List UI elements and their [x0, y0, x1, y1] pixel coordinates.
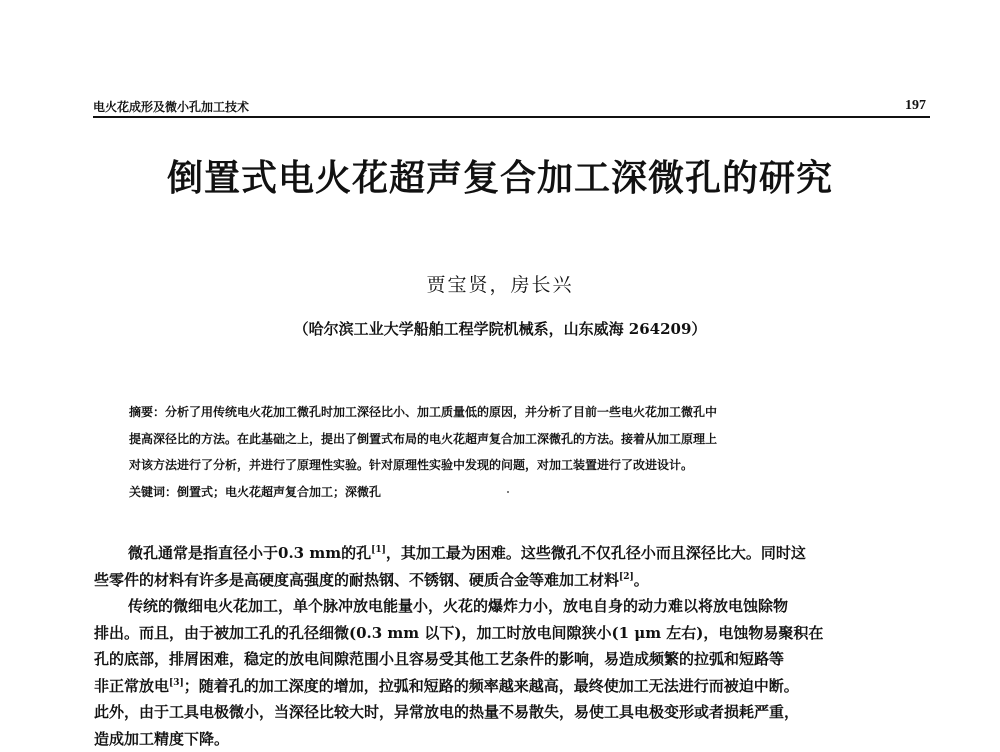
abstract-line: 提高深径比的方法。在此基础之上，提出了倒置式布局的电火花超声复合加工深微孔的方法。接着从加工原理上 — [129, 426, 894, 453]
scan-speck — [507, 491, 509, 493]
paragraph-line — [94, 673, 928, 700]
text-run: 非正常放电 — [94, 677, 169, 695]
authors: 贾宝贤，房长兴 — [0, 270, 1000, 297]
text-run: 些零件的材料有许多是高硬度高强度的耐热钢、不锈钢、硬质合金等难加工材料 — [94, 571, 619, 589]
page-number: 197 — [905, 98, 926, 114]
paragraph-line: 排出。而且，由于被加工孔的孔径细微(0.3 mm 以下)，加工时放电间隙狭小(1 μm 左右)，电蚀物易聚积在 — [94, 620, 928, 647]
text-run: 微孔通常是指直径小于0.3 mm的孔 — [128, 544, 371, 562]
citation-ref: [2] — [619, 572, 634, 582]
abstract-line — [129, 399, 894, 426]
paragraph-line: 孔的底部，排屑困难，稳定的放电间隙范围小且容易受其他工艺条件的影响，易造成频繁的拉弧和短路等 — [94, 646, 928, 673]
paragraph-line — [94, 540, 928, 567]
text-run: ，其加工最为困难。这些微孔不仅孔径小而且深径比大。同时这 — [386, 544, 806, 562]
abstract — [129, 399, 894, 505]
running-header — [93, 96, 930, 118]
paragraph-line: 此外，由于工具电极微小，当深径比较大时，异常放电的热量不易散失，易使工具电极变形或者损耗严重， — [94, 699, 928, 726]
keywords-label: 关键词： — [129, 485, 177, 499]
keywords-line — [129, 479, 894, 506]
abstract-label: 摘要： — [129, 405, 165, 419]
body-text — [94, 540, 928, 752]
running-title: 电火花成形及微小孔加工技术 — [93, 98, 249, 115]
keywords: 倒置式；电火花超声复合加工；深微孔 — [177, 485, 381, 499]
text-run: 。 — [634, 571, 649, 589]
affiliation: （哈尔滨工业大学船舶工程学院机械系，山东威海 264209） — [0, 318, 1000, 339]
citation-ref: [1] — [371, 545, 386, 555]
abstract-text: 分析了用传统电火花加工微孔时加工深径比小、加工质量低的原因，并分析了目前一些电火花加工微孔中 — [165, 405, 717, 419]
paragraph-line — [94, 567, 928, 594]
paragraph-line: 造成加工精度下降。 — [94, 726, 928, 752]
paragraph-line: 传统的微细电火花加工，单个脉冲放电能量小，火花的爆炸力小，放电自身的动力难以将放电蚀除物 — [94, 593, 928, 620]
text-run: ；随着孔的加工深度的增加，拉弧和短路的频率越来越高，最终使加工无法进行而被迫中断。 — [184, 677, 799, 695]
paper-title: 倒置式电火花超声复合加工深微孔的研究 — [0, 150, 1000, 201]
citation-ref: [3] — [169, 678, 184, 688]
abstract-line: 对该方法进行了分析，并进行了原理性实验。针对原理性实验中发现的问题，对加工装置进行了改进设计。 — [129, 452, 894, 479]
